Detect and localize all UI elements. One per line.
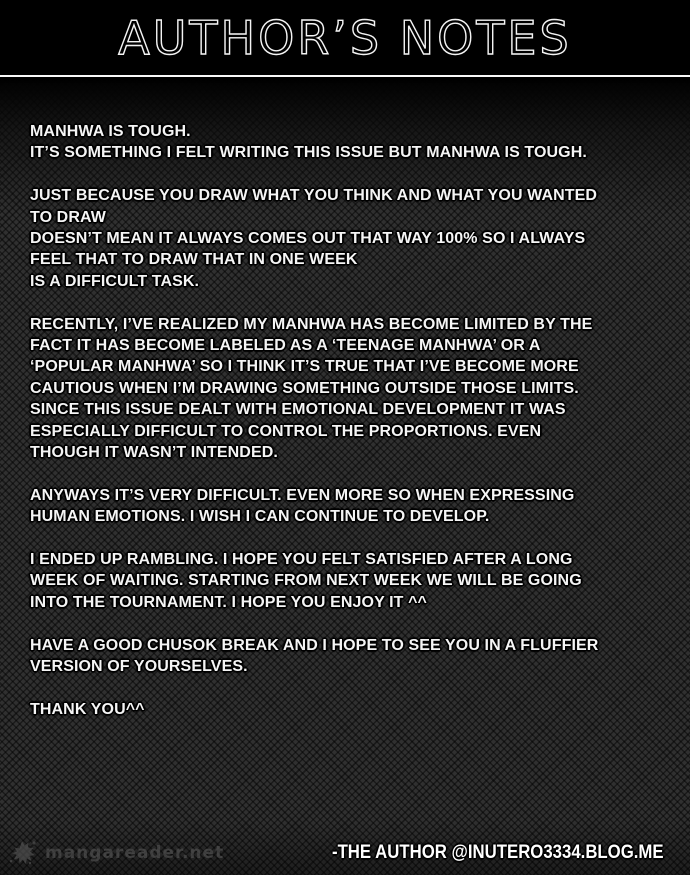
text-line: WEEK OF WAITING. STARTING FROM NEXT WEEK WE WILL BE GOING: [30, 572, 582, 590]
text-line: INTO THE TOURNAMENT. I HOPE YOU ENJOY IT ^^: [30, 593, 427, 611]
paragraph: [30, 699, 666, 720]
text-line: THOUGH IT WASN’T INTENDED.: [30, 444, 278, 462]
text-line: FEEL THAT TO DRAW THAT IN ONE WEEK: [30, 251, 358, 269]
text-line: VERSION OF YOURSELVES.: [30, 658, 248, 676]
text-line: I ENDED UP RAMBLING. I HOPE YOU FELT SATISFIED AFTER A LONG: [30, 551, 573, 569]
text-line: ‘POPULAR MANHWA’ SO I THINK IT’S TRUE THAT I’VE BECOME MORE: [30, 358, 579, 376]
paragraph: [30, 549, 666, 613]
page-title: AUTHOR’S NOTES: [118, 11, 572, 65]
text-line: TO DRAW: [30, 208, 106, 226]
notes-body: [30, 121, 666, 720]
text-line: IS A DIFFICULT TASK.: [30, 272, 200, 290]
paragraph: [30, 314, 666, 464]
author-credit: -THE AUTHOR @INUTERO3334.BLOG.ME: [332, 841, 664, 863]
text-line: MANHWA IS TOUGH.: [30, 123, 191, 140]
watermark-text: mangareader.net: [45, 843, 225, 863]
watermark: [6, 836, 224, 870]
text-line: ANYWAYS IT’S VERY DIFFICULT. EVEN MORE SO WHEN EXPRESSING: [30, 486, 575, 504]
text-line: JUST BECAUSE YOU DRAW WHAT YOU THINK AND WHAT YOU WANTED: [30, 187, 598, 205]
paragraph: [30, 185, 666, 292]
title-band: [0, 0, 690, 76]
text-line: FACT IT HAS BECOME LABELED AS A ‘TEENAGE MANHWA’ OR A: [30, 337, 541, 355]
mangareader-splat-icon: [6, 836, 40, 870]
paragraph: [30, 485, 666, 528]
text-line: IT’S SOMETHING I FELT WRITING THIS ISSUE BUT MANHWA IS TOUGH.: [30, 144, 587, 162]
text-line: ESPECIALLY DIFFICULT TO CONTROL THE PROPORTIONS. EVEN: [30, 422, 542, 440]
text-line: HAVE A GOOD CHUSOK BREAK AND I HOPE TO SEE YOU IN A FLUFFIER: [30, 636, 599, 654]
paragraph: [30, 121, 666, 164]
text-line: RECENTLY, I’VE REALIZED MY MANHWA HAS BECOME LIMITED BY THE: [30, 315, 593, 333]
text-line: HUMAN EMOTIONS. I WISH I CAN CONTINUE TO DEVELOP.: [30, 508, 490, 526]
text-line: DOESN’T MEAN IT ALWAYS COMES OUT THAT WAY 100% SO I ALWAYS: [30, 230, 586, 248]
text-line: CAUTIOUS WHEN I’M DRAWING SOMETHING OUTSIDE THOSE LIMITS.: [30, 379, 579, 397]
text-line: THANK YOU^^: [30, 700, 145, 718]
paragraph: [30, 635, 666, 678]
title-separator: [0, 75, 690, 77]
text-line: SINCE THIS ISSUE DEALT WITH EMOTIONAL DEVELOPMENT IT WAS: [30, 401, 566, 419]
